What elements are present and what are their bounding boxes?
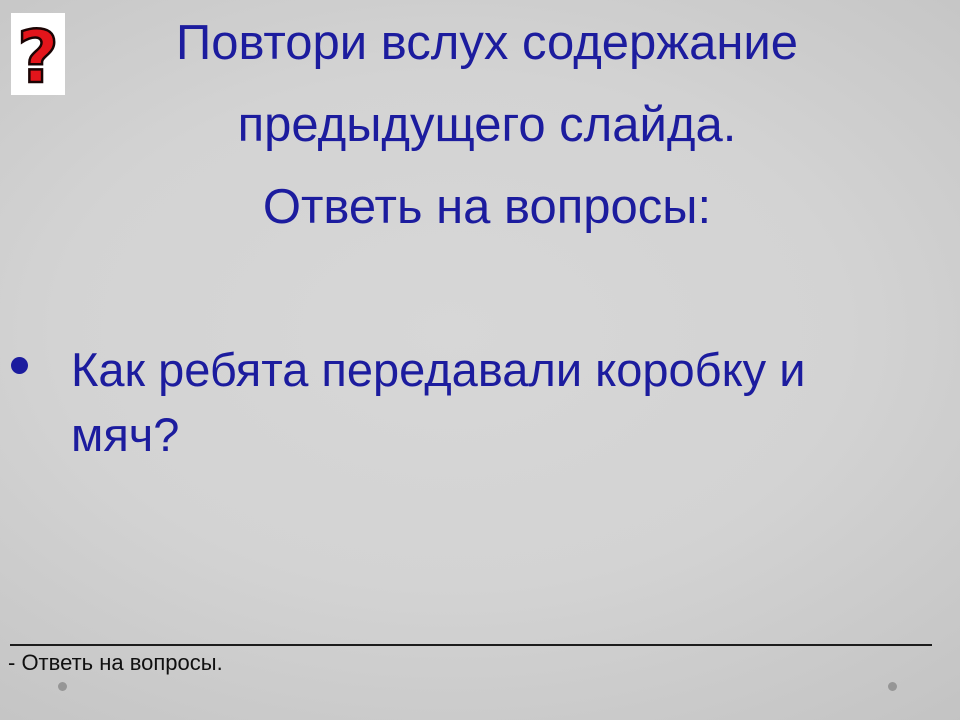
bullet-item [71, 337, 931, 467]
bullet-marker-icon [11, 357, 28, 374]
decoration-dot-left [58, 682, 67, 691]
bullet-line-2: мяч? [71, 408, 180, 461]
decoration-dot-right [888, 682, 897, 691]
footer-divider [10, 644, 932, 646]
question-mark-glyph: ? [17, 15, 59, 99]
title-line-3: Ответь на вопросы: [262, 180, 712, 234]
footer-note: - Ответь на вопросы. [8, 650, 223, 675]
title-line-2: предыдущего слайда. [237, 98, 737, 152]
slide-title [72, 0, 902, 248]
title-line-1: Повтори вслух содержание [175, 16, 799, 70]
bullet-line-1: Как ребята передавали коробку и [71, 343, 806, 396]
question-mark-icon [11, 13, 65, 99]
